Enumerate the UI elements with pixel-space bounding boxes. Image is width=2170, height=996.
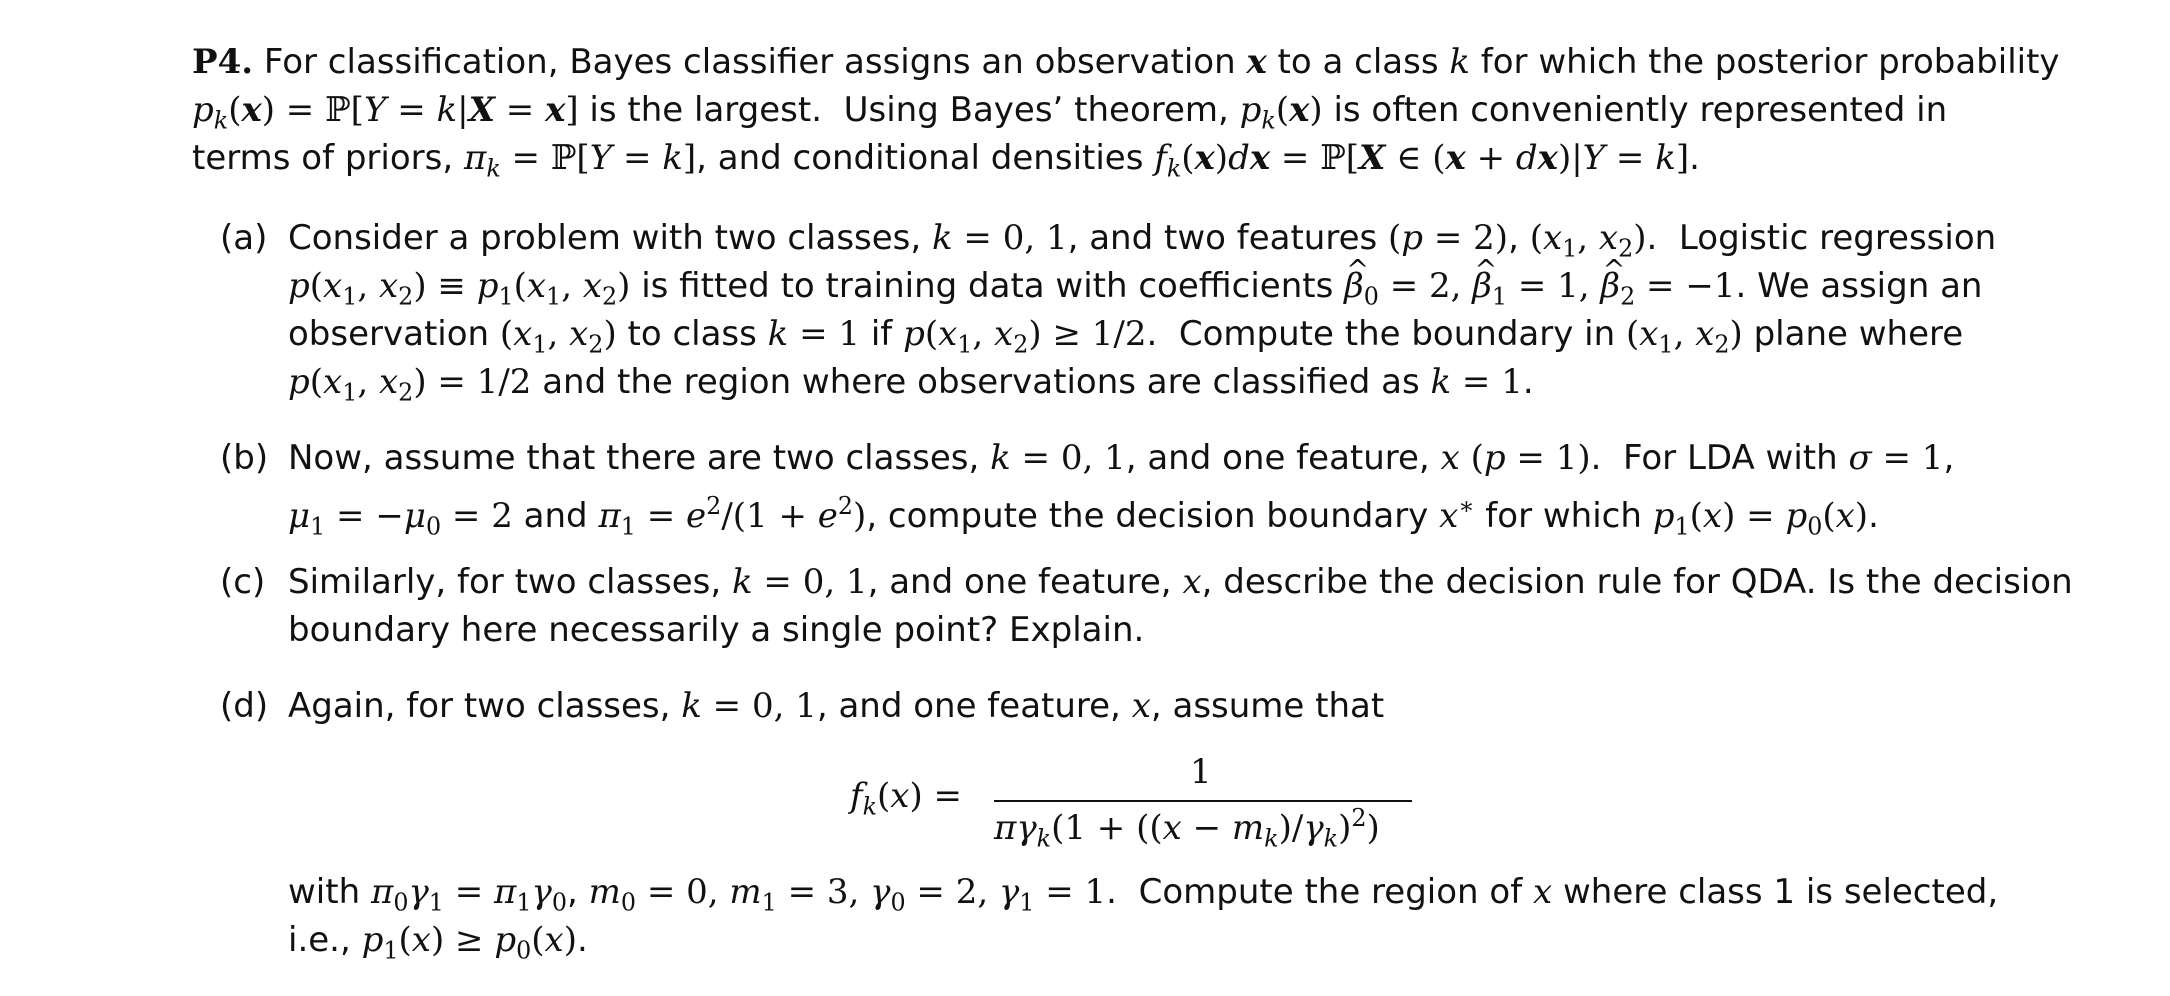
part-d-line-2: with $\pi_0\gamma_1 = \pi_1\gamma_0$, $m_0 = 0$, $m_1 = 3$, $\gamma_0 = 2$, $\gamma_1 = 1$. Compute the region of x where class 1 is selected, [288, 872, 1999, 917]
equation-denominator: $\pi\gamma_k(1 + ((x - m_k)/\gamma_k)^2)$ [994, 804, 1380, 853]
part-a-line-2: $p(x_1$, $x_2) \equiv p_1(x_1$, $x_2$) is fitted to training data with coefficients β $\^{}_0 = 2$, β $\^{}_1 = 1$, β $\^{}_2 = -1$. We assign an [288, 262, 1982, 310]
problem-label: P4. [192, 42, 254, 82]
part-b-line-2: $\mu_1 = -\mu_0 = 2$ and $\pi_1 = e^2/(1 + e^2)$, compute the decision boundary x∗ for which $p_1(x) = p_0(x)$. [288, 492, 1879, 541]
part-c-line-1: Similarly, for two classes, k = 0, 1, and one feature, x, describe the decision rule for QDA. Is the decision [288, 562, 2073, 602]
part-b-line-1: Now, assume that there are two classes, k = 0, 1, and one feature, x (p = 1). For LDA with σ = 1, [288, 438, 1955, 478]
part-d-label: (d) [220, 686, 269, 726]
part-a-label: (a) [220, 218, 268, 258]
part-a-line-4: $p(x_1$, $x_2) = 1/2$ and the region where observations are classified as k = 1. [288, 362, 1534, 407]
part-d-line-1: Again, for two classes, k = 0, 1, and one feature, x, assume that [288, 686, 1385, 726]
problem-intro-line-2: $p_k(x)$ = ℙ[Y = k|X = x] is the largest. Using Bayes’ theorem, $p_k(x)$ is often conveniently represented in [192, 90, 1948, 135]
problem-intro-line-1: P4. For classification, Bayes classifier assigns an observation x to a class k for which the posterior probability [192, 42, 2060, 82]
part-a-line-1: Consider a problem with two classes, k = 0, 1, and two features (p = 2), ($x_1$, $x_2$). Logistic regression [288, 218, 1997, 263]
part-c-line-2: boundary here necessarily a single point? Explain. [288, 610, 1145, 650]
part-d-line-3: i.e., $p_1(x) \ge p_0(x)$. [288, 920, 588, 965]
part-a-line-3: observation ($x_1$, $x_2$) to class k = 1 if $p(x_1$, $x_2) \ge 1/2$. Compute the boundary in ($x_1$, $x_2$) plane where [288, 314, 1964, 359]
part-c-label: (c) [220, 562, 266, 602]
problem-intro-line-3: terms of priors, $\pi_k$ = ℙ[Y = k], and conditional densities $f_k(x)dx$ = ℙ[X ∈ (x + dx)|Y = k]. [192, 138, 1700, 183]
fraction-bar [994, 800, 1412, 802]
equation-numerator: 1 [1190, 752, 1212, 792]
equation-lhs: $f_k(x)$ = [850, 776, 963, 821]
part-b-label: (b) [220, 438, 269, 478]
